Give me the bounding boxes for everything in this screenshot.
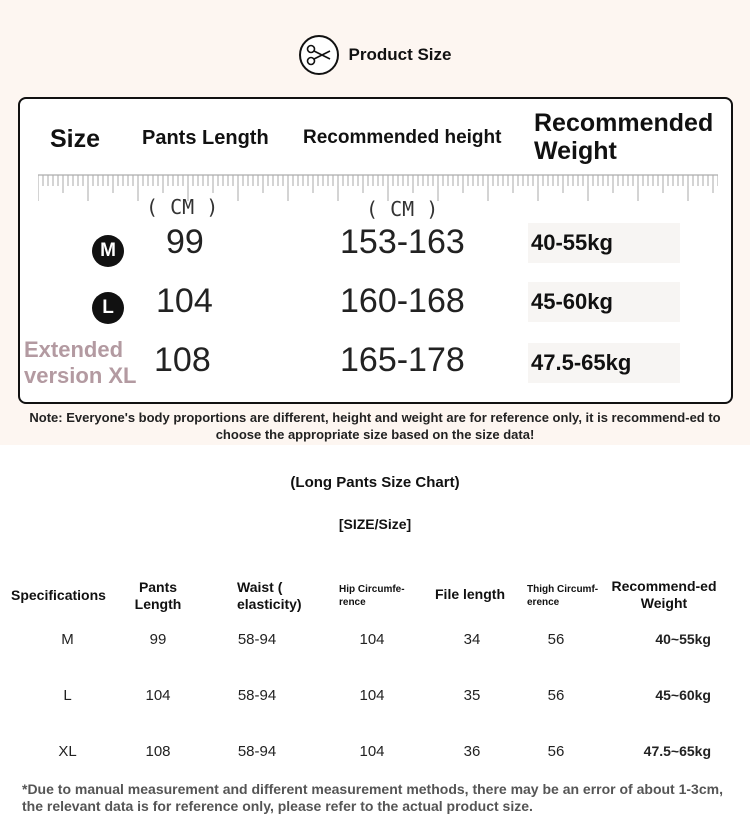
header-specifications: Specifications [11,587,106,603]
row-m-height: 153-163 [340,223,465,261]
row-m-length: 99 [166,223,204,261]
table-row-xl-hip: 104 [359,743,385,760]
header-file-length: File length [435,586,505,602]
table-row-xl-waist: 58-94 [237,743,277,760]
table-row-xl-thigh: 56 [547,743,565,760]
header-waist: Waist ( elasticity) [237,579,302,612]
header-recommended-weight: Recommend-ed Weight [611,578,717,611]
size-label-extended-xl: Extended version XL [24,337,137,388]
column-recommended-height: Recommended height [303,127,502,148]
page-title: Product Size [348,45,452,64]
row-xl-length: 108 [154,341,211,379]
unit-height: ( CM ) [366,197,439,221]
row-xl-weight: 47.5-65kg [528,343,680,383]
chart-title: (Long Pants Size Chart) [290,474,460,491]
table-row-l-hip: 104 [359,687,385,704]
chart-subtitle: [SIZE/Size] [338,516,412,532]
row-l-height: 160-168 [340,282,465,320]
column-pants-length: Pants Length [142,127,269,149]
row-l-length: 104 [156,282,213,320]
size-badge-m: M [92,235,124,267]
product-size-header [0,34,750,76]
header-hip: Hip Circumfe-rence [339,584,405,608]
table-row-xl-file: 36 [463,743,481,760]
scissors-icon [299,35,339,75]
table-row-l-spec: L [63,687,72,704]
table-row-l-thigh: 56 [547,687,565,704]
table-row-xl-weight: 47.5~65kg [643,743,711,759]
measurement-footnote: *Due to manual measurement and different measurement methods, there may be an error of about 1-3cm, the relevant data is for reference only, please refer to the actual product size. [22,781,723,814]
header-pants-length: Pants Length [134,579,182,612]
table-row-m-length: 99 [149,631,167,648]
table-row-m-hip: 104 [359,631,385,648]
table-row-l-file: 35 [463,687,481,704]
row-l-weight: 45-60kg [528,282,680,322]
row-m-weight: 40-55kg [528,223,680,263]
table-row-m-thigh: 56 [547,631,565,648]
column-size: Size [50,125,101,153]
table-row-l-weight: 45~60kg [655,687,711,703]
table-row-m-weight: 40~55kg [655,631,711,647]
table-row-m-file: 34 [463,631,481,648]
table-row-xl-length: 108 [145,743,171,760]
row-xl-height: 165-178 [340,341,465,379]
table-row-xl-spec: XL [58,743,77,760]
column-recommended-weight: Recommended Weight [534,109,714,165]
size-badge-l: L [92,292,124,324]
size-note: Note: Everyone's body proportions are different, height and weight are for reference only, it is recommend-ed to choose the appropriate size based on the size data! [29,410,721,442]
header-thigh: Thigh Circumf-erence [527,584,599,608]
table-row-l-length: 104 [145,687,171,704]
size-card [18,97,733,404]
table-row-m-waist: 58-94 [237,631,277,648]
table-row-m-spec: M [61,631,74,648]
table-row-l-waist: 58-94 [237,687,277,704]
unit-length: ( CM ) [146,195,219,219]
